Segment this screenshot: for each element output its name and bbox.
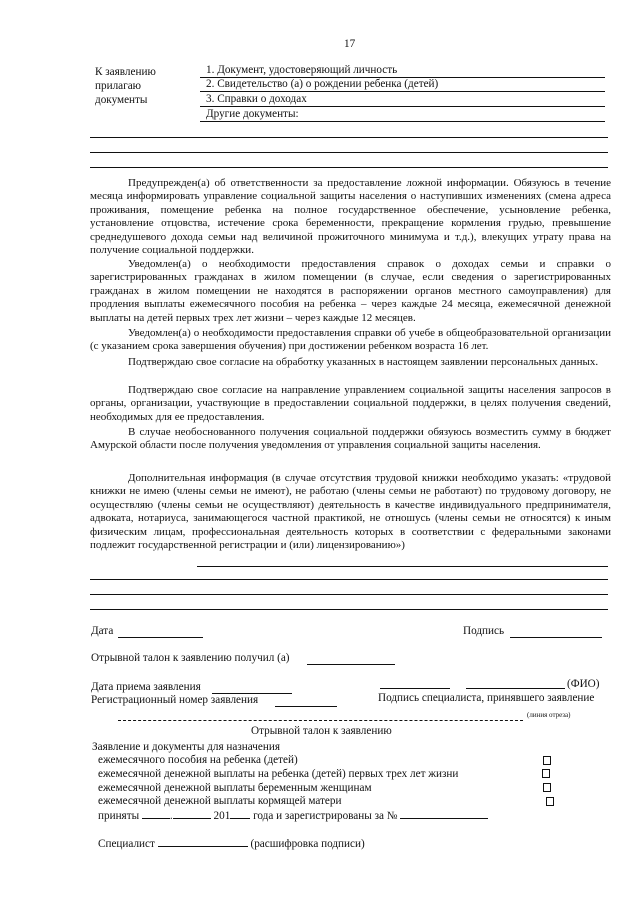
page-number: 17	[344, 38, 356, 50]
accepted-prefix: приняты	[98, 810, 140, 822]
fio-label: (ФИО)	[567, 678, 600, 690]
attachments-label-2: прилагаю	[95, 80, 142, 92]
attachment-item-3: 3. Справки о доходах	[206, 93, 307, 105]
additional-info-line-3	[90, 609, 608, 610]
accepted-year-field[interactable]	[230, 808, 250, 819]
checkbox-child-benefit[interactable]	[543, 756, 551, 765]
other-docs-line-2	[90, 152, 608, 153]
tear-off-item-2: ежемесячной денежной выплаты на ребенка (детей) первых трех лет жизни	[98, 768, 459, 780]
attachment-line-3	[200, 106, 605, 107]
additional-info-line-1	[90, 579, 608, 580]
paragraph-liability: Предупрежден(а) об ответственности за предоставление ложной информации. Обязуюсь в течение месяца информировать управление социальной защиты населения о наступивших изменениях (смена адреса проживания, помещение ребенка на полное государственное обеспечение, усыновление ребенка, установление отцовства, истечение срока беременности, прекращение кормления грудью, превышение среднедушевого дохода семьи над величиной прожиточного минимума и т.д.), влекущих утрату права на получение социальной поддержки.	[90, 177, 611, 257]
other-docs-line-1	[90, 137, 608, 138]
other-documents-label: Другие документы:	[206, 108, 299, 120]
attachment-item-1: 1. Документ, удостоверяющий личность	[206, 64, 398, 76]
signature-label: Подпись	[463, 625, 505, 637]
tear-off-item-4: ежемесячной денежной выплаты кормящей матери	[98, 795, 342, 807]
specialist-sign-label: Подпись специалиста, принявшего заявление	[378, 692, 595, 704]
attachments-label-1: К заявлению	[95, 66, 156, 78]
paragraph-additional-info: Дополнительная информация (в случае отсутствия трудовой книжки необходимо указать: «трудовой книжки не имею (члены семьи не имеют), не работаю (члены семьи не работают) по трудовому договору, не осуществляю (члены семьи не осуществляют) деятельность в качестве индивидуального предпринимателя, адвоката, нотариуса, занимающегося частной практикой, не отношусь (члены семьи не относятся) к иным физическим лицам, профессиональная деятельность которых в соответствии с федеральными законами подлежит государственной регистрации и (или) лицензированию»)	[90, 472, 611, 552]
receipt-received-field[interactable]	[307, 664, 395, 665]
date-label: Дата	[91, 625, 114, 637]
reception-date-label: Дата приема заявления	[91, 681, 201, 693]
reg-number-label: Регистрационный номер заявления	[91, 694, 259, 706]
paragraph-requests-consent: Подтверждаю свое согласие на направление управлением социальной защиты населения запросов в органы, организации, участвующие в предоставлении социальной поддержки, в целях получения сведений, необходимых для ее предоставления.	[90, 384, 611, 423]
paragraph-personal-data: Подтверждаю свое согласие на обработку указанных в настоящем заявлении персональных данных.	[128, 356, 599, 368]
checkbox-first-three-years[interactable]	[542, 769, 550, 778]
tear-off-title: Отрывной талон к заявлению	[251, 725, 392, 737]
registration-number-field[interactable]	[400, 808, 488, 819]
receipt-received-label: Отрывной талон к заявлению получил (а)	[91, 652, 290, 664]
paragraph-income-certificates: Уведомлен(а) о необходимости предоставления справок о доходах семьи и справки о зарегистрированных гражданах в жилом помещении (в случае, если сведения о зарегистрированных гражданах в жилом помещении не находятся в распоряжении органов местного самоуправления) для продления выплаты ежемесячного пособия на ребенка – через каждые 24 месяца, ежемесячной денежной выплаты на детей первых трех лет жизни – через каждые 12 месяцев.	[90, 258, 611, 324]
reg-number-field[interactable]	[275, 706, 337, 707]
paragraph-school-certificate: Уведомлен(а) о необходимости предоставления справки об учебе в общеобразовательной организации (с указанием срока завершения обучения) при достижении ребенком возраста 16 лет.	[90, 327, 611, 353]
checkbox-nursing-mother[interactable]	[546, 797, 554, 806]
checkbox-pregnant-women[interactable]	[543, 783, 551, 792]
specialist-fio-field[interactable]	[466, 688, 565, 689]
accepted-day-field[interactable]	[142, 808, 170, 819]
accepted-month-field[interactable]	[173, 808, 211, 819]
attachment-line-2	[200, 91, 605, 92]
tear-off-item-3: ежемесячной денежной выплаты беременным женщинам	[98, 782, 372, 794]
accepted-year: 201	[213, 810, 231, 822]
tear-off-item-1: ежемесячного пособия на ребенка (детей)	[98, 754, 298, 766]
date-field[interactable]	[118, 637, 203, 638]
accepted-line: приняты . 201 года и зарегистрированы за №	[98, 808, 488, 823]
specialist-label: Специалист	[98, 838, 155, 850]
additional-info-line-2	[90, 594, 608, 595]
specialist-line	[98, 836, 365, 851]
specialist-signature-field[interactable]	[380, 688, 450, 689]
attachment-item-2: 2. Свидетельство (а) о рождении ребенка (детей)	[206, 78, 439, 90]
other-docs-line-3	[90, 167, 608, 168]
cut-line-label: (линия отреза)	[527, 711, 571, 719]
additional-info-line-0	[197, 566, 608, 567]
paragraph-refund: В случае необоснованного получения социальной поддержки обязуюсь возместить сумму в бюджет Амурской области после получения уведомления от управления социальной защиты населения.	[90, 426, 611, 452]
attachment-line-4	[200, 121, 605, 122]
signature-field[interactable]	[510, 637, 602, 638]
accepted-suffix: года и зарегистрированы за №	[253, 810, 398, 822]
tear-off-intro: Заявление и документы для назначения	[92, 741, 280, 753]
specialist-signature-receipt-field[interactable]	[158, 836, 248, 847]
attachments-label-3: документы	[95, 94, 148, 106]
cut-line	[118, 720, 523, 721]
decode-label: (расшифровка подписи)	[250, 838, 365, 850]
